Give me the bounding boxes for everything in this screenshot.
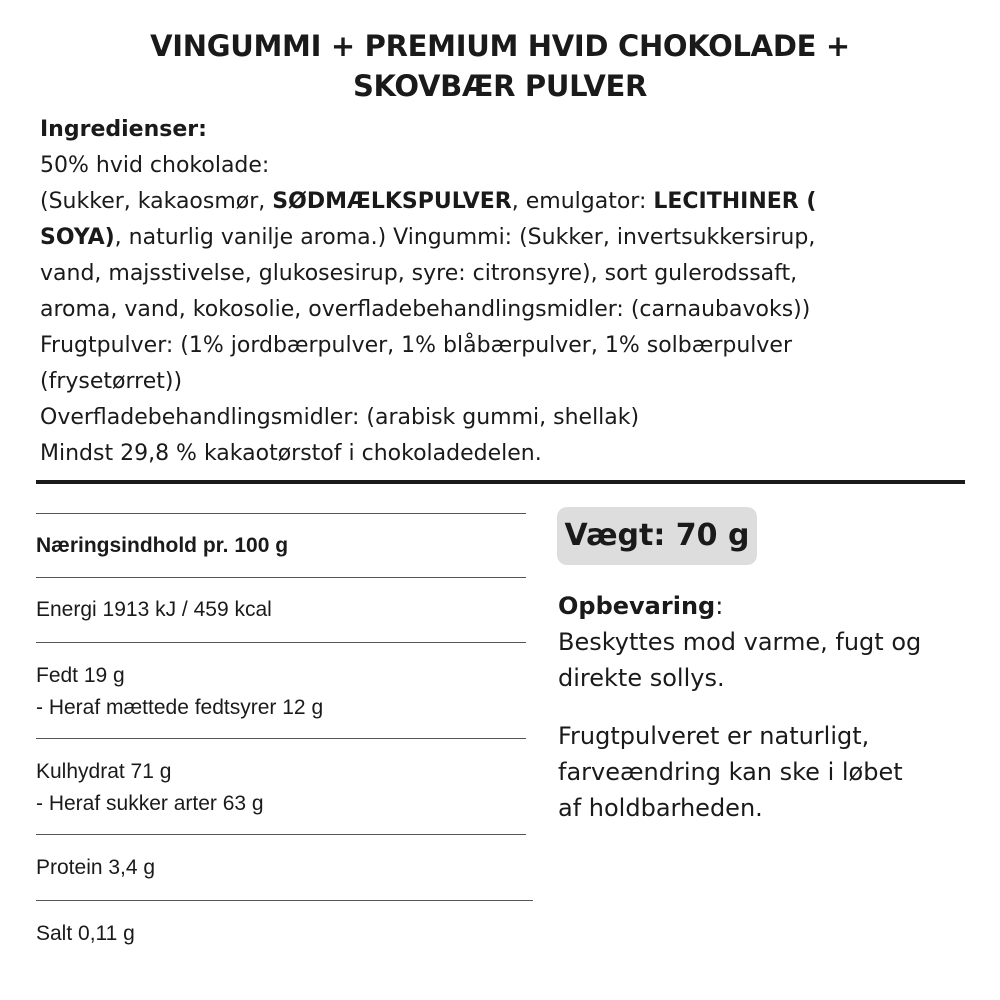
nutrition-protein: Protein 3,4 g xyxy=(36,856,156,879)
section-divider xyxy=(36,480,965,484)
weight-badge: Vægt: 70 g xyxy=(557,507,757,565)
nutrition-sugars: - Heraf sukker arter 63 g xyxy=(36,792,264,815)
nutrition-energy: Energi 1913 kJ / 459 kcal xyxy=(36,598,272,621)
storage-line-2: direkte sollys. xyxy=(558,664,725,692)
ingredients-section xyxy=(40,112,970,472)
storage-line-4: farveændring kan ske i løbet xyxy=(558,758,903,786)
nutrition-rule xyxy=(36,642,526,643)
nutrition-salt: Salt 0,11 g xyxy=(36,922,135,945)
nutrition-carbs: Kulhydrat 71 g - Heraf sukker arter 63 g xyxy=(36,756,536,820)
nutrition-heading: Næringsindhold pr. 100 g xyxy=(36,534,289,557)
ingredients-heading: Ingredienser: xyxy=(40,117,207,142)
storage-spacer xyxy=(558,696,978,718)
nutrition-rule xyxy=(36,834,526,835)
ingredients-line-7: (frysetørret)) xyxy=(40,369,183,394)
storage-section xyxy=(558,588,978,826)
ingredients-line-2: (Sukker, kakaosmør, SØDMÆLKSPULVER, emulgator: LECITHINER ( xyxy=(40,189,817,214)
ingredients-line-9: Mindst 29,8 % kakaotørstof i chokoladedelen. xyxy=(40,441,542,466)
nutrition-rule xyxy=(36,738,526,739)
storage-line-3: Frugtpulveret er naturligt, xyxy=(558,722,870,750)
nutrition-rule xyxy=(36,513,526,514)
ingredients-line-6: Frugtpulver: (1% jordbærpulver, 1% blåbærpulver, 1% solbærpulver xyxy=(40,333,792,358)
title-line-2: SKOVBÆR PULVER xyxy=(352,69,648,103)
nutrition-saturated: - Heraf mættede fedtsyrer 12 g xyxy=(36,696,324,719)
ingredients-line-8: Overfladebehandlingsmidler: (arabisk gummi, shellak) xyxy=(40,405,640,430)
storage-line-1: Beskyttes mod varme, fugt og xyxy=(558,628,922,656)
storage-heading: Opbevaring: xyxy=(558,592,724,620)
ingredients-line-3: SOYA), naturlig vanilje aroma.) Vingummi: (Sukker, invertsukkersirup, xyxy=(40,225,816,250)
nutrition-rule xyxy=(36,577,526,578)
storage-line-5: af holdbarheden. xyxy=(558,794,763,822)
nutrition-fat: Fedt 19 g - Heraf mættede fedtsyrer 12 g xyxy=(36,660,536,724)
ingredients-line-4: vand, majsstivelse, glukosesirup, syre: citronsyre), sort gulerodssaft, xyxy=(40,261,798,286)
nutrition-rule xyxy=(36,900,533,901)
ingredients-line-5: aroma, vand, kokosolie, overfladebehandlingsmidler: (carnaubavoks)) xyxy=(40,297,811,322)
ingredients-line-1: 50% hvid chokolade: xyxy=(40,153,270,178)
title-line-1: VINGUMMI + PREMIUM HVID CHOKOLADE + xyxy=(150,29,850,63)
product-title xyxy=(0,26,1000,106)
